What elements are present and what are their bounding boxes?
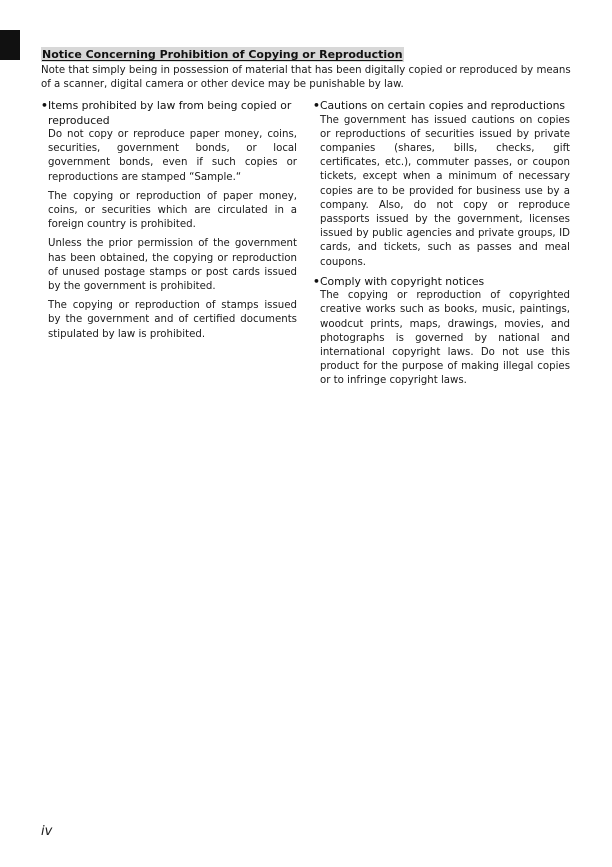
paragraph: Unless the prior permission of the government has been obtained, the copying or reproduction of unused postage stamps or post cards issued by the government is prohibited. xyxy=(48,238,297,293)
page-corner-tab xyxy=(0,30,20,60)
prohibited-items-section xyxy=(41,99,297,342)
section-title-text: Comply with copyright notices xyxy=(320,274,485,288)
bullet-marker: • xyxy=(313,274,320,288)
section-title xyxy=(313,99,570,114)
page-number: iv xyxy=(41,824,53,839)
section-title-text: Cautions on certain copies and reproductions xyxy=(320,99,566,112)
paragraph: The copying or reproduction of paper money, coins, or securities which are circulated in a foreign country is prohibited. xyxy=(48,190,297,231)
notice-heading: Notice Concerning Prohibition of Copying or Reproduction xyxy=(42,48,403,61)
copyright-section xyxy=(313,275,570,389)
section-title-text: Items prohibited by law from being copied or reproduced xyxy=(48,99,292,127)
section-title xyxy=(41,99,297,128)
left-column xyxy=(41,99,297,347)
cautions-section xyxy=(313,99,570,270)
paragraph: The government has issued cautions on copies or reproductions of securities issued by private companies (shares, bills, checks, gift certificates, etc.), commuter passes, or coupon tickets, except when a minimum of necessary copies are to be provided for business use by a company. Also, do not copy or reproduce passports issued by the government, licenses issued by public agencies and private groups, ID cards, and tickets, such as passes and meal coupons. xyxy=(320,114,570,268)
section-title xyxy=(313,275,570,290)
notice-intro: Note that simply being in possession of material that has been digitally copied or reproduced by means of a scanner, digital camera or other device may be punishable by law. xyxy=(41,65,571,90)
paragraph: Do not copy or reproduce paper money, coins, securities, government bonds, or local government bonds, even if such copies or reproductions are stamped “Sample.“ xyxy=(48,129,297,183)
paragraph: The copying or reproduction of stamps issued by the government and of certified documents stipulated by law is prohibited. xyxy=(48,300,297,340)
right-column xyxy=(313,99,570,394)
bullet-marker: • xyxy=(41,99,48,112)
bullet-marker: • xyxy=(313,99,320,112)
paragraph: The copying or reproduction of copyrighted creative works such as books, music, paintings, woodcut prints, maps, drawings, movies, and photographs is governed by national and international copyright laws. Do not use this product for the purpose of making illegal copies or to infringe copyright laws. xyxy=(320,290,570,387)
